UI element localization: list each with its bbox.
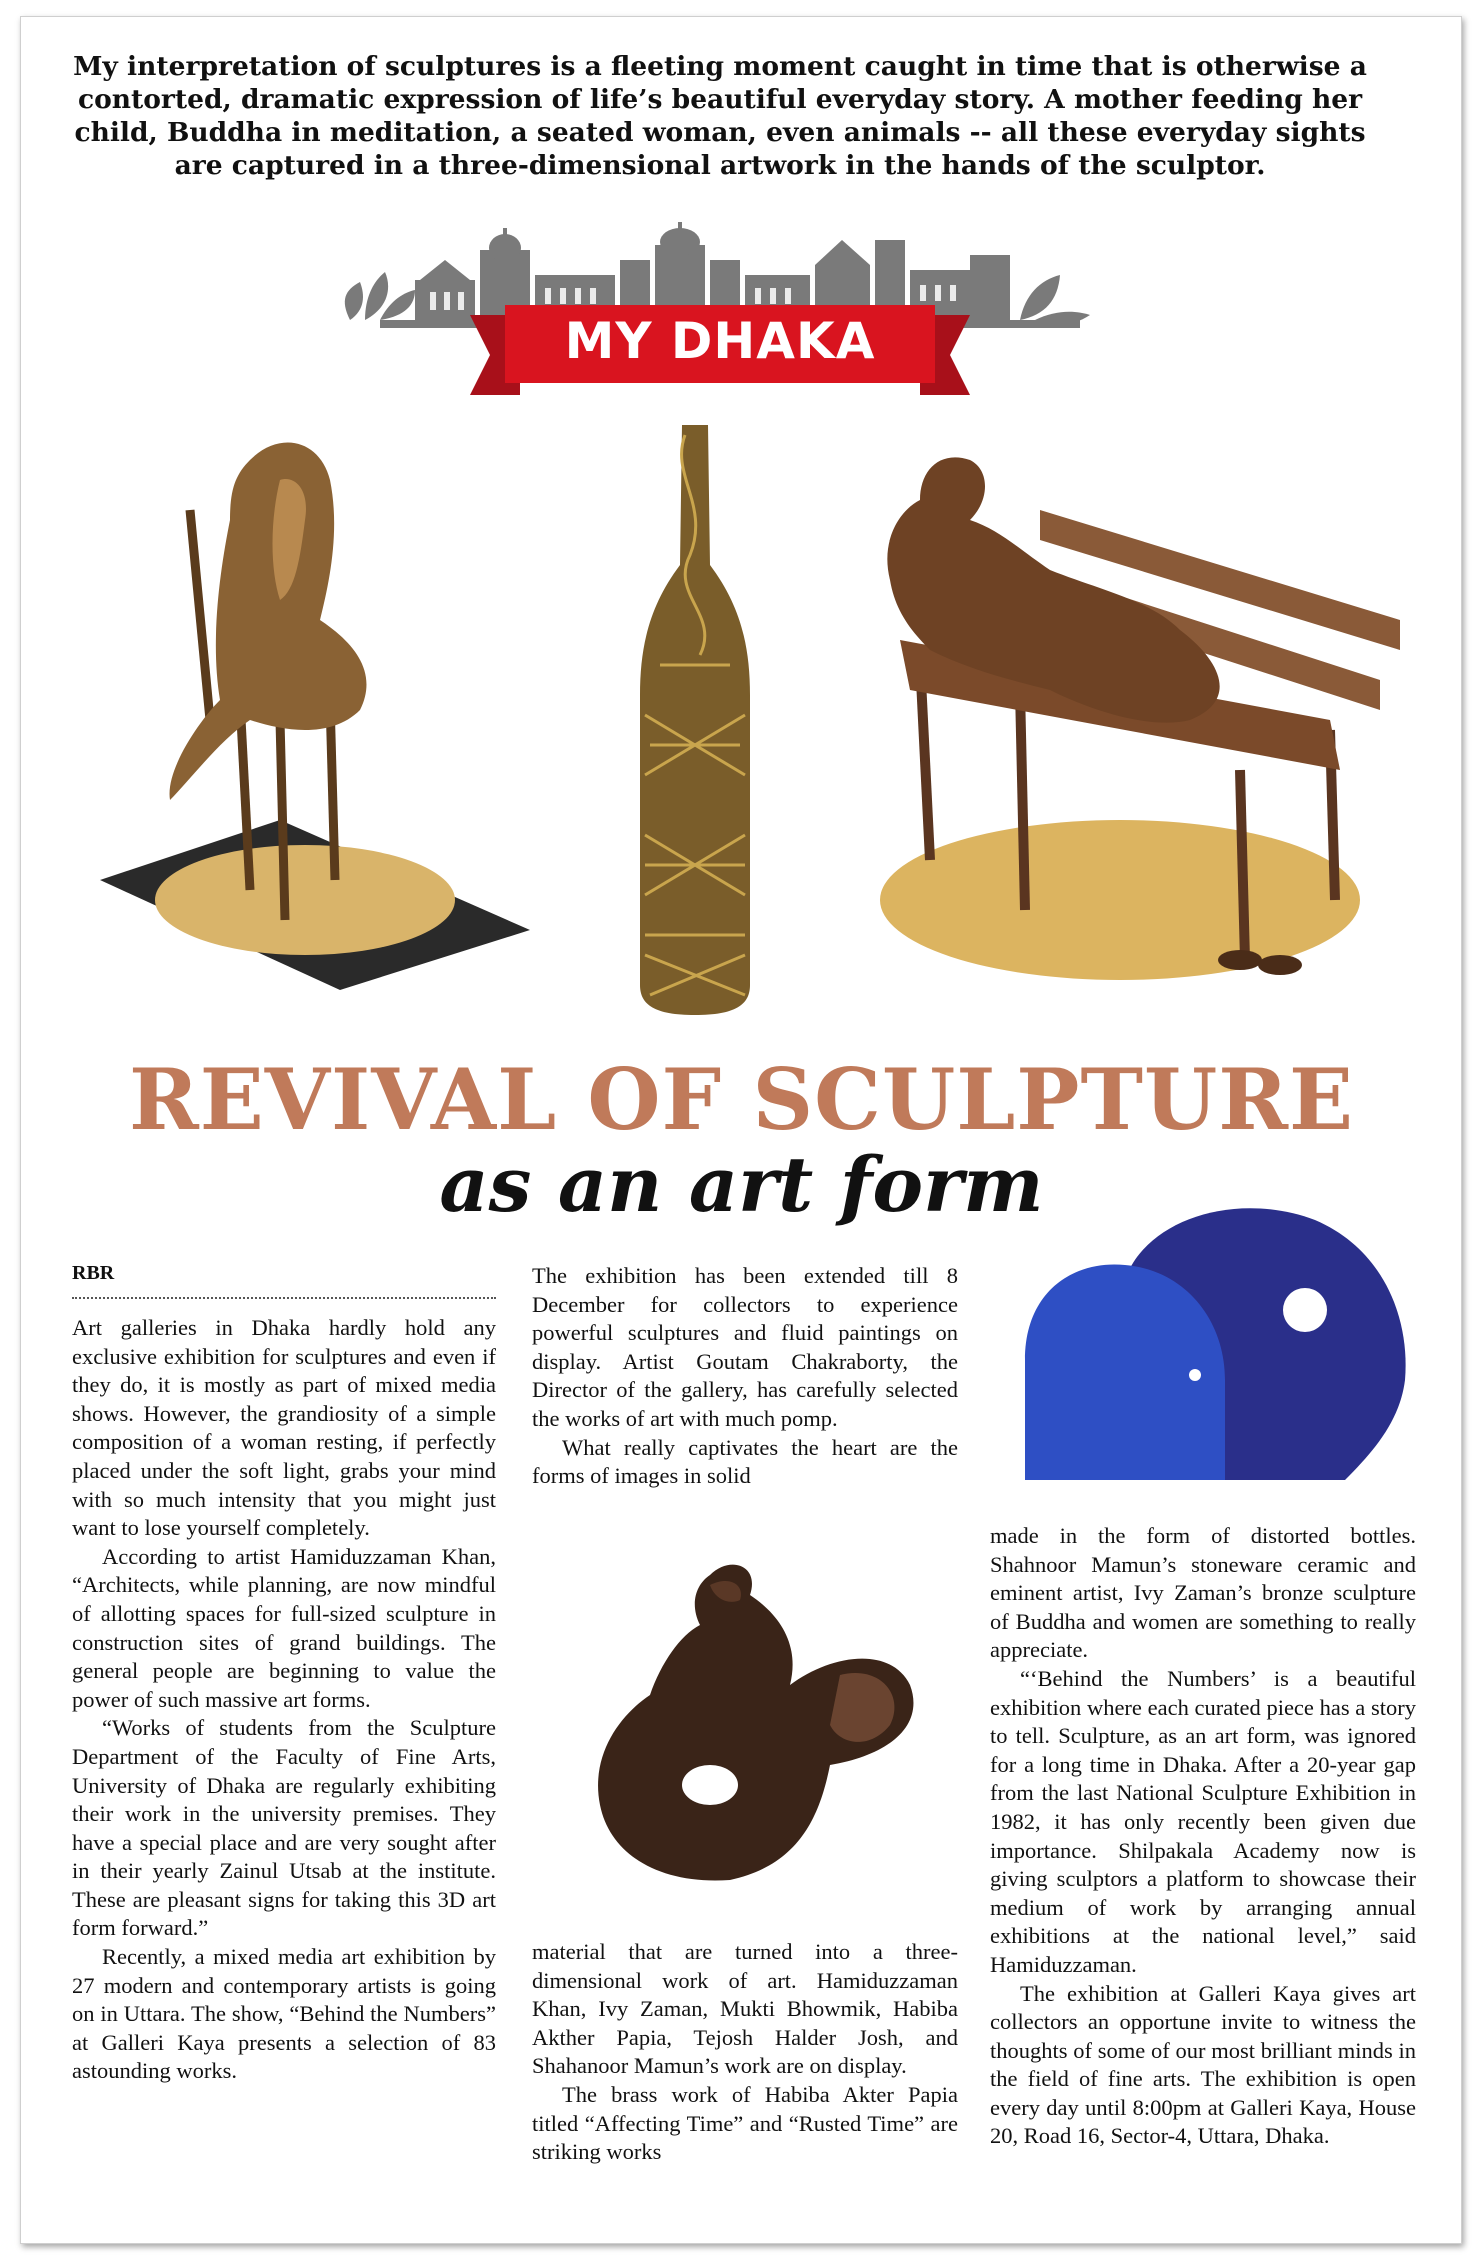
byline: RBR	[72, 1262, 115, 1284]
article-column-2-bottom	[532, 1938, 958, 2167]
paragraph: Recently, a mixed media art exhibition by 27 modern and contemporary artists is going on in Uttara. The show, “Behind the Numbers” at Galleri Kaya presents a selection of 83 astounding works.	[72, 1944, 496, 2084]
article-column-2-top	[532, 1262, 958, 1491]
byline-divider	[72, 1297, 496, 1299]
article-column-3	[990, 1522, 1416, 2151]
paragraph: “Works of students from the Sculpture Department of the Faculty of Fine Arts, University of Dhaka are regularly exhibiting their work in the university premises. They have a special place and are very sought after in their yearly Zainul Utsab at the institute. These are pleasant signs for taking this 3D art form forward.”	[72, 1715, 496, 1941]
sculpture-wire-bottle-image	[630, 415, 760, 1020]
sculpture-blue-ceramic-image	[1015, 1200, 1415, 1490]
headline-main: REVIVAL OF SCULPTURE	[128, 1050, 1355, 1149]
paragraph: According to artist Hamiduzzaman Khan, “Architects, while planning, are now mindful of allotting spaces for full-sized sculpture in construction sites of grand buildings. The general people are beginning to value the power of such massive art forms.	[72, 1543, 496, 1712]
sculpture-woman-on-bench-image	[860, 440, 1400, 1000]
sculpture-bird-figure-image	[590, 1555, 935, 1895]
paragraph: “‘Behind the Numbers’ is a beautiful exhibition where each curated piece has a story to tell. Sculpture, as an art form, was ignored for a long time in Dhaka. After a 20-year gap from the last National Sculpture Exhibition in 1982, it has only recently been given due importance. Shilpakala Academy now is giving sculptors a platform to showcase their medium of work by arranging annual exhibitions at the national level,” said Hamiduzzaman.	[990, 1665, 1416, 1977]
paragraph: What really captivates the heart are the forms of images in solid	[532, 1434, 958, 1489]
headline-sub: as an art form	[439, 1140, 1044, 1229]
paragraph: The exhibition has been extended till 8 December for collectors to experience powerful sculptures and fluid paintings on display. Artist Goutam Chakraborty, the Director of the gallery, has carefully selected the works of art with much pomp.	[532, 1263, 958, 1431]
my-dhaka-label: MY DHAKA	[564, 312, 876, 370]
paragraph: The exhibition at Galleri Kaya gives art collectors an opportune invite to witness the thoughts of some of our most brilliant minds in the field of fine arts. The exhibition is open every day until 8:00pm at Galleri Kaya, House 20, Road 16, Sector-4, Uttara, Dhaka.	[990, 1980, 1416, 2149]
paragraph: material that are turned into a three-dimensional work of art. Hamiduzzaman Khan, Ivy Zaman, Mukti Bhowmik, Habiba Akther Papia, Tejosh Halder Josh, and Shahanoor Mamun’s work are on display.	[532, 1939, 958, 2079]
intro-blurb: My interpretation of sculptures is a fleeting moment caught in time that is otherwise a contorted, dramatic expression of life’s beautiful everyday story. A mother feeding her child, Buddha in meditation, a seated woman, even animals -- all these everyday sights are captured in a three-dimensional artwork in the hands of the sculptor.	[73, 51, 1367, 181]
article-column-1	[72, 1314, 496, 2086]
paragraph: Art galleries in Dhaka hardly hold any exclusive exhibition for sculptures and even if they do, it is mostly as part of mixed media shows. However, the grandiosity of a simple composition of a woman resting, if perfectly placed under the soft light, grabs your mind with so much intensity that you might just want to lose yourself completely.	[72, 1315, 496, 1541]
paragraph: made in the form of distorted bottles. Shahnoor Mamun’s stoneware ceramic and eminent artist, Ivy Zaman’s bronze sculpture of Buddha and women are something to really appreciate.	[990, 1523, 1416, 1663]
paragraph: The brass work of Habiba Akter Papia titled “Affecting Time” and “Rusted Time” are striking works	[532, 2081, 958, 2165]
sculpture-seated-woman-image	[80, 420, 540, 1000]
